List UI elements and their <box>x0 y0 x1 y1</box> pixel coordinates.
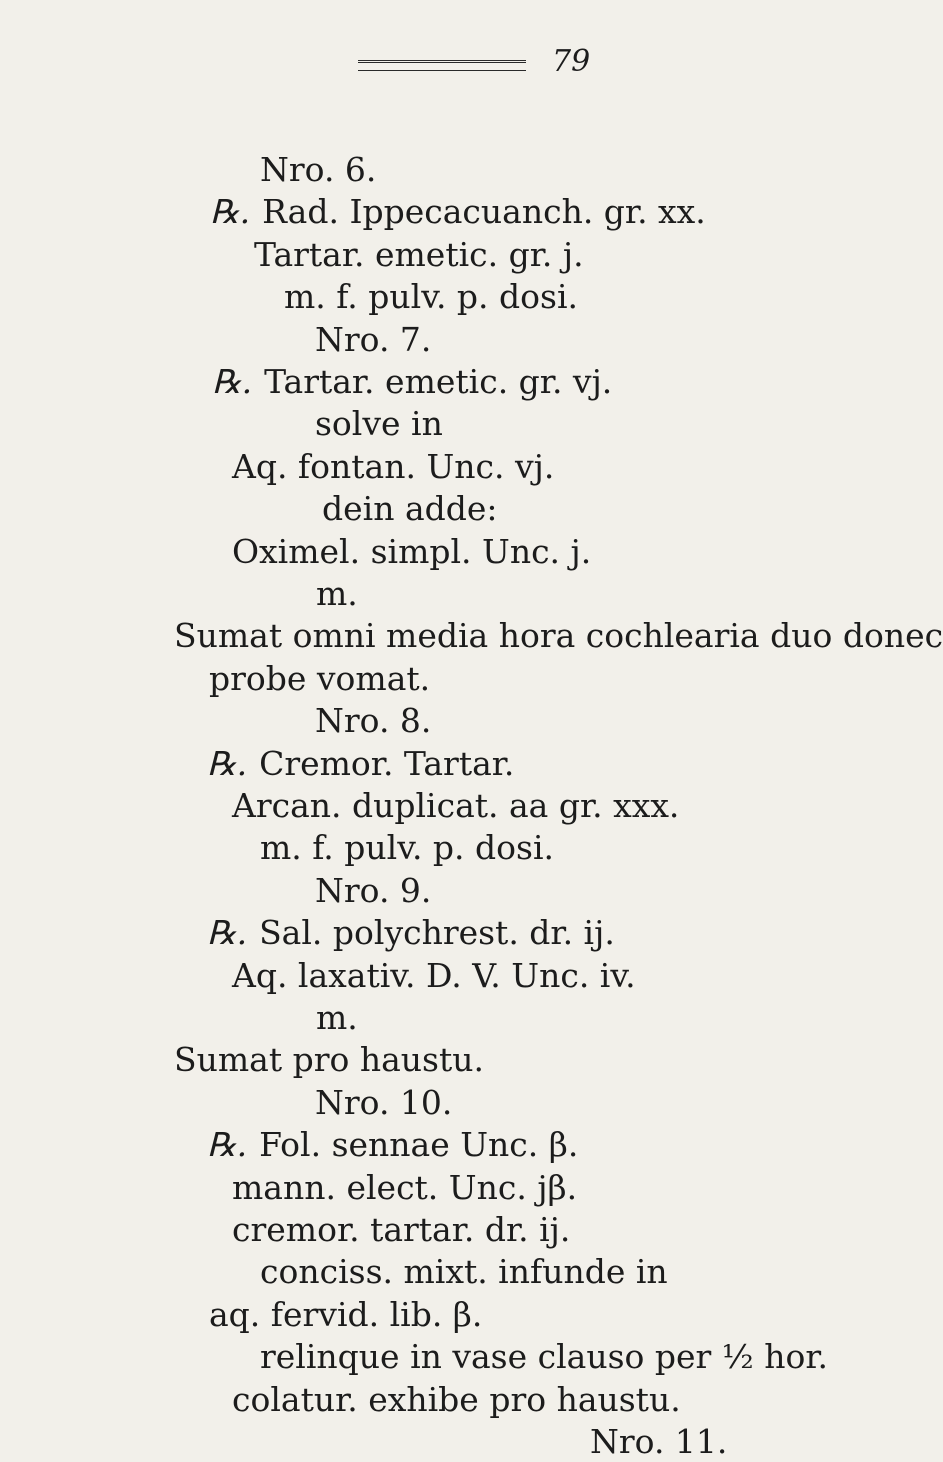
recipe-line: m. <box>316 574 358 613</box>
recipe-heading-6: Nro. 6. <box>260 150 377 189</box>
recipe-heading-7: Nro. 7. <box>315 319 432 359</box>
recipe-line: Oximel. simpl. Unc. j. <box>232 531 592 571</box>
recipe-line: solve in <box>315 404 443 444</box>
recipe-heading-10: Nro. 10. <box>315 1082 453 1122</box>
recipe-line: m. <box>316 998 358 1037</box>
recipe-symbol: ℞. <box>207 913 248 953</box>
recipe-line: Tartar. emetic. gr. j. <box>254 234 584 274</box>
recipe-line: ℞. Cremor. Tartar. <box>207 743 515 783</box>
recipe-line: relinque in vase clauso per ½ hor. <box>260 1337 829 1377</box>
recipe-symbol: ℞. <box>207 1125 248 1165</box>
recipe-instruction: Sumat pro haustu. <box>174 1040 484 1080</box>
recipe-line: ℞. Rad. Ippecacuanch. gr. xx. <box>210 192 706 232</box>
recipe-line: aq. fervid. lib. β. <box>209 1294 483 1334</box>
recipe-symbol: ℞. <box>212 362 253 401</box>
recipe-line: Arcan. duplicat. aa gr. xxx. <box>232 786 680 825</box>
recipe-symbol: ℞. <box>207 743 248 783</box>
recipe-instruction: Sumat omni media hora cochlearia duo donec <box>174 616 943 656</box>
page-number: 79 <box>552 44 591 79</box>
recipe-line: Aq. fontan. Unc. vj. <box>232 446 555 486</box>
recipe-heading-8: Nro. 8. <box>315 701 432 741</box>
recipe-heading-11: Nro. 11. <box>590 1422 728 1461</box>
recipe-line: dein adde: <box>322 489 498 529</box>
recipe-line: Aq. laxativ. D. V. Unc. iv. <box>232 955 636 995</box>
recipe-heading-9: Nro. 9. <box>315 870 432 910</box>
recipe-instruction: probe vomat. <box>209 658 431 698</box>
header-rule <box>358 60 526 71</box>
recipe-line: ℞. Fol. sennae Unc. β. <box>207 1125 579 1165</box>
recipe-line: ℞. Tartar. emetic. gr. vj. <box>212 362 613 401</box>
recipe-line: conciss. mixt. infunde in <box>260 1252 668 1292</box>
recipe-line: mann. elect. Unc. jβ. <box>232 1167 578 1207</box>
recipe-symbol: ℞. <box>210 192 251 232</box>
recipe-line: m. f. pulv. p. dosi. <box>260 828 555 868</box>
recipe-line: ℞. Sal. polychrest. dr. ij. <box>207 913 615 953</box>
recipe-line: cremor. tartar. dr. ij. <box>232 1210 571 1249</box>
recipe-line: m. f. pulv. p. dosi. <box>284 277 579 317</box>
recipe-line: colatur. exhibe pro haustu. <box>232 1379 681 1419</box>
